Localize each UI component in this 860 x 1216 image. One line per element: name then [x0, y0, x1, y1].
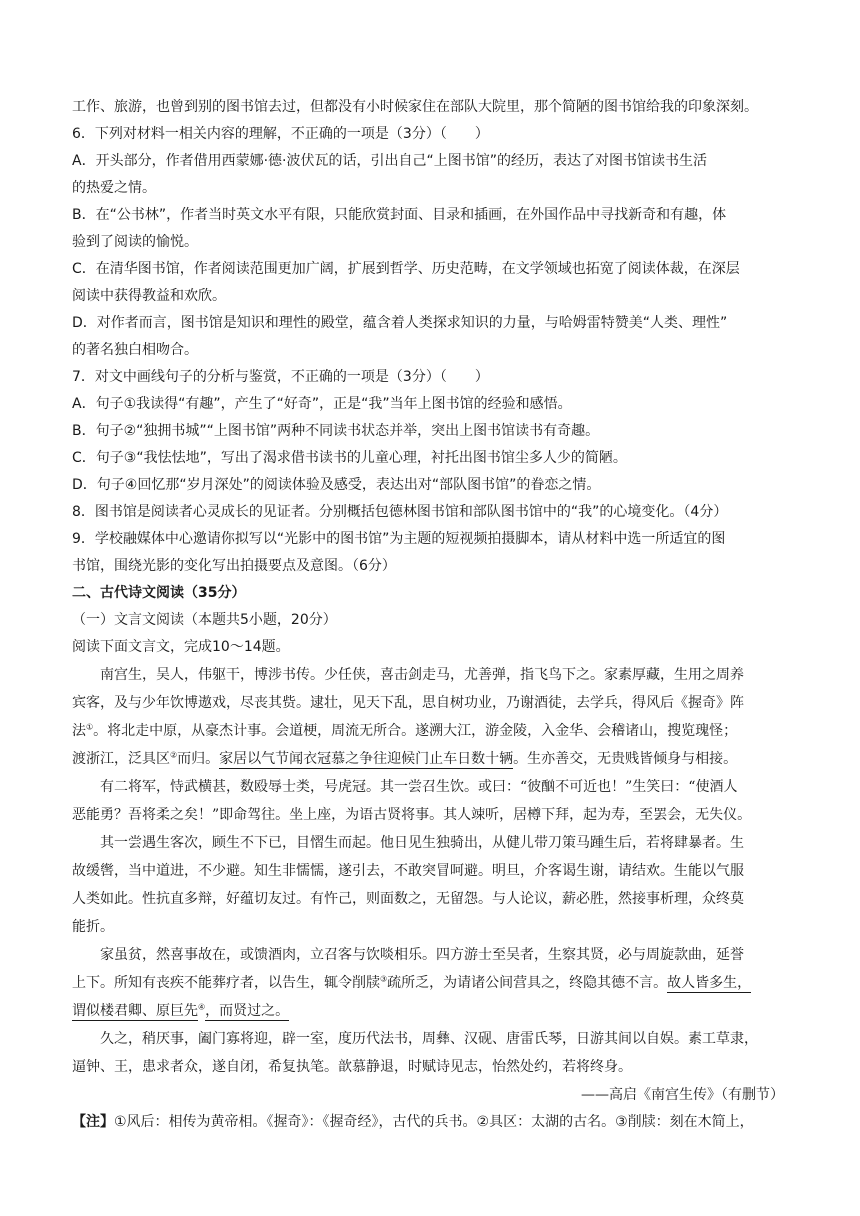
- passage-line: [72, 717, 796, 745]
- passage-text: 渡浙江，泛具区: [72, 751, 170, 767]
- underlined-sentence: 家居以气节闻衣冠慕之争往迎候门止车日数十辆: [219, 751, 514, 767]
- note-marker-3: ③: [380, 974, 388, 984]
- passage-text: 。生亦善交，无贵贱皆倾身与相接。: [513, 751, 738, 767]
- passage-line: [72, 969, 796, 997]
- q9-stem: 9．学校融媒体中心邀请你拟写以“光影中的图书馆”为主题的短视频拍摄脚本，请从材料中选一所适宜的图: [72, 531, 726, 547]
- q8-stem: 8．图书馆是阅读者心灵成长的见证者。分别概括包德林图书馆和部队图书馆中的“我”的心境变化。（4分）: [72, 504, 728, 520]
- q6-option-c: C．在清华图书馆，作者阅读范围更加广阔，扩展到哲学、历史范畴，在文学领域也拓宽了阅读体裁，在深层: [72, 261, 740, 277]
- passage-line: 其一尝遇生客次，顾生不下已，目慴生而起。他日见生独骑出，从健儿带刀策马踵生后，若将肆暴者。生: [100, 835, 744, 851]
- q7-option-a: A．句子①我读得“有趣”，产生了“好奇”，正是“我”当年上图书馆的经验和感悟。: [72, 396, 572, 412]
- passage-line: 恶能勇？吾将柔之矣！”即命驾往。坐上座，为语古贤将事。其人竦听，居樽下拜，起为寿，至罢会，无失仪。: [72, 807, 752, 823]
- passage-line: 南宫生，吴人，伟躯干，博涉书传。少任侠，喜击剑走马，尤善弹，指飞鸟下之。家素厚藏，生用之周养: [100, 667, 744, 683]
- passage-text: 法: [72, 723, 86, 739]
- note-marker-1: ①: [86, 722, 94, 732]
- q9-stem-cont: 书馆，围绕光影的变化写出拍摄要点及意图。（6分）: [72, 558, 396, 574]
- passage-text: 上下。所知有丧疾不能葬疗者，以告生，辄令削牍: [72, 975, 380, 991]
- underlined-sentence: 谓似楼君卿、原巨先: [72, 1003, 198, 1019]
- section-title: 二、古代诗文阅读（35分）: [72, 585, 246, 601]
- classical-passage: [72, 661, 796, 1109]
- q7-option-b: B．句子②“独拥书城”“上图书馆”两种不同读书状态并举，突出上图书馆读书有奇趣。: [72, 423, 600, 439]
- passage-line: 人类如此。性抗直多辩，好蕴切友过。有忤己，则面数之，无留怨。与人论议，薪必胜，然接事析理，众终莫: [72, 891, 744, 907]
- passage-line: 逼钟、王，患求者众，遂自闭，希复执笔。歆慕静退，时赋诗见志，怡然处约，若将终身。: [72, 1059, 632, 1075]
- q6-option-a-cont: 的热爱之情。: [72, 180, 156, 196]
- passage-line: 故缓辔，当中道进，不少避。知生非懦懦，遂引去，不敢突冒呵避。明旦，介客谒生谢，请结欢。生能以气服: [72, 863, 744, 879]
- q6-option-b-cont: 验到了阅读的愉悦。: [72, 234, 198, 250]
- q7-option-d: D．句子④回忆那“岁月深处”的阅读体验及感受，表达出对“部队图书馆”的眷恋之情。: [72, 477, 601, 493]
- note-marker-2: ②: [170, 750, 178, 760]
- underlined-sentence: ，而贤过之。: [205, 1003, 290, 1019]
- notes-text: ①风后：相传为黄帝相。《握奇》：《握奇经》，古代的兵书。②具区：太湖的古名。③削牍：刻在木简上，: [114, 1114, 754, 1130]
- passage-text: 。将北走中原，从豪杰计事。会道梗，周流无所合。遂溯大江，游金陵，入金华、会稽诸山，搜览瑰怪；: [93, 723, 738, 739]
- q6-option-d: D．对作者而言，图书馆是知识和理性的殿堂，蕴含着人类探求知识的力量，与哈姆雷特赞美“人类、理性”: [72, 315, 728, 331]
- q6-option-a: A．开头部分，作者借用西蒙娜·德·波伏瓦的话，引出自己“上图书馆”的经历，表达了对图书馆读书生活: [72, 153, 707, 169]
- passage-line: 能折。: [72, 919, 114, 935]
- q6-option-c-cont: 阅读中获得教益和欢欣。: [72, 288, 226, 304]
- underlined-sentence: 故人皆多生，: [667, 975, 752, 991]
- passage-source: ——高启《南宫生传》（有删节）: [581, 1087, 784, 1103]
- q7-option-c: C．句子③“我怯怯地”，写出了渴求借书读书的儿童心理，衬托出图书馆尘多人少的简陋。: [72, 450, 627, 466]
- passage-text: 而归。: [177, 751, 220, 767]
- passage-line: 久之，稍厌事，阖门寡将迎，辟一室，度历代法书，周彝、汉砚、唐雷氏琴，日游其间以自娱。素工草隶，: [100, 1031, 758, 1047]
- passage-line: 有二将军，恃武横甚，数殴辱士类，号虎冠。其一尝召生饮。或曰：“彼酗不可近也！”生笑曰：“使酒人: [100, 779, 738, 795]
- question-9: [72, 526, 796, 580]
- question-7: [72, 364, 796, 499]
- question-6: [72, 121, 796, 364]
- passage-tail-line: 工作、旅游，也曾到别的图书馆去过，但都没有小时候家住在部队大院里，那个简陋的图书馆给我的印象深刻。: [72, 99, 758, 115]
- passage-line: 家虽贫，然喜事故在，或馈酒肉，立召客与饮啖相乐。四方游士至吴者，生察其贤，必与周旋款曲，延誉: [100, 947, 744, 963]
- passage-line: 宾客，及与少年饮博遨戏，尽丧其赀。逮壮，见天下乱，思自树功业，乃谢酒徒，去学兵，得风后《握奇》阵: [72, 695, 744, 711]
- q6-option-b: B．在“公书林”，作者当时英文水平有限，只能欣赏封面、目录和插画，在外国作品中寻找新奇和有趣，体: [72, 207, 727, 223]
- notes-label: 【注】: [72, 1114, 114, 1130]
- subsection-title: （一）文言文阅读（本题共5小题，20分）: [72, 612, 337, 628]
- footnotes: [72, 1109, 796, 1136]
- question-8: [72, 499, 796, 526]
- q6-option-d-cont: 的著名独白相吻合。: [72, 342, 198, 358]
- q7-stem: 7．对文中画线句子的分析与鉴赏，不正确的一项是（3分）（ ）: [72, 369, 489, 385]
- note-marker-4: ④: [198, 1002, 206, 1012]
- q6-stem: 6．下列对材料一相关内容的理解，不正确的一项是（3分）（ ）: [72, 126, 489, 142]
- passage-line: [72, 997, 796, 1025]
- reading-instruction: 阅读下面文言文，完成10～14题。: [72, 639, 290, 655]
- passage-text: 疏所乏，为请诸公间营具之，终隐其德不言。: [387, 975, 668, 991]
- passage-line: [72, 745, 796, 773]
